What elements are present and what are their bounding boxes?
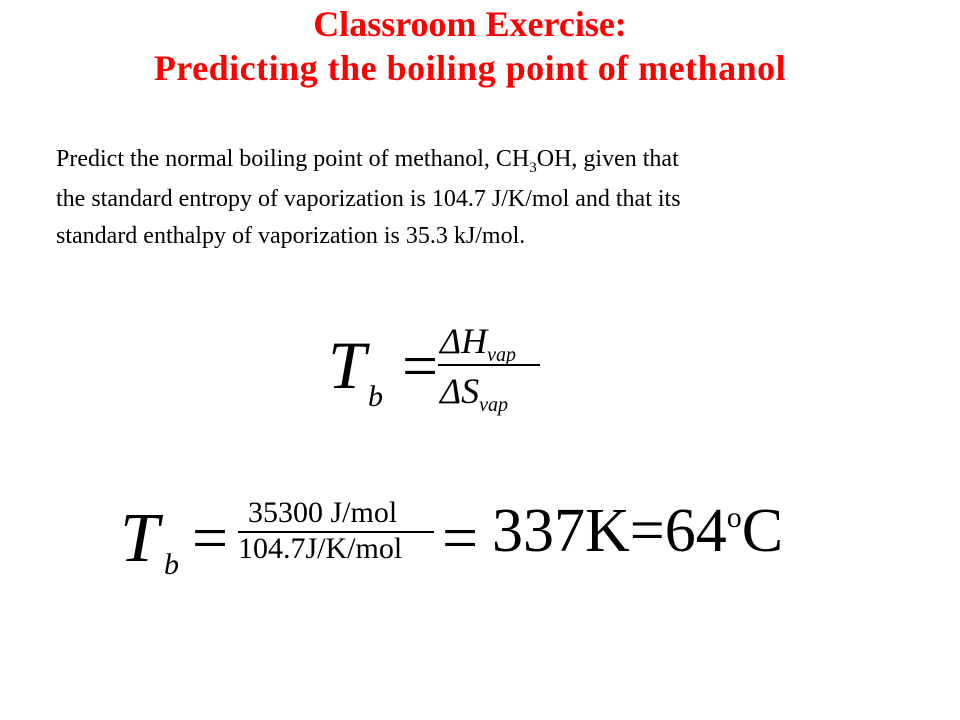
problem-line-1 [56, 141, 926, 181]
enthalpy-subscript: vap [487, 344, 517, 366]
calc-equals-sign-2: = [442, 502, 479, 573]
calc-result-unit: C [741, 497, 784, 565]
title-line-1: Classroom Exercise: [313, 4, 627, 44]
problem-line-1-text: Predict the normal boiling point of methanol, CH [56, 146, 530, 172]
degree-superscript: o [726, 501, 742, 534]
formula-equals-sign: = [402, 330, 439, 401]
problem-line-3: standard enthalpy of vaporization is 35.3 kJ/mol. [56, 223, 526, 249]
problem-statement [56, 141, 926, 255]
calc-lhs-subscript: b [164, 548, 179, 581]
slide-title [0, 2, 940, 90]
calc-equals-sign: = [192, 502, 229, 573]
title-line-2: Predicting the boiling point of methanol [153, 48, 787, 88]
calc-result-value: 337K=64 [492, 497, 727, 565]
formula-lhs-subscript: b [368, 380, 383, 413]
calc-denominator: 104.7J/K/mol [238, 532, 403, 565]
enthalpy-symbol: ΔH [440, 321, 488, 361]
problem-line-1-tail: OH, given that [536, 146, 679, 172]
formula-denominator [440, 370, 509, 416]
boiling-point-calculation [120, 490, 800, 580]
formula-lhs-variable: T [328, 327, 366, 403]
formula-numerator [440, 320, 517, 366]
fraction-bar [438, 364, 540, 366]
entropy-symbol: ΔS [440, 371, 480, 411]
entropy-subscript: vap [479, 394, 509, 416]
calc-numerator: 35300 J/mol [248, 496, 398, 529]
calc-result [492, 497, 784, 565]
calc-lhs-variable: T [120, 500, 159, 577]
formula-subscript: 3 [529, 160, 537, 176]
problem-line-2: the standard entropy of vaporization is 104.7 J/K/mol and that its [56, 186, 681, 212]
boiling-point-formula [328, 318, 558, 418]
